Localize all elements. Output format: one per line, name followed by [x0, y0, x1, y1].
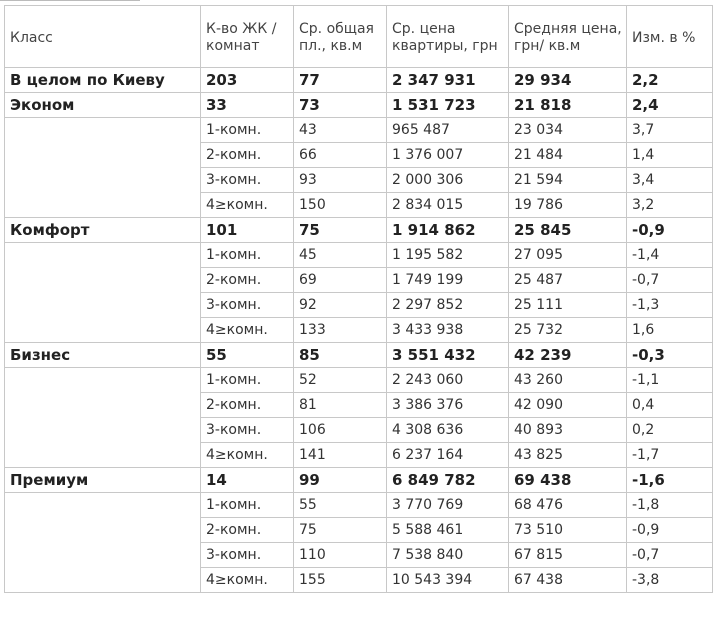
cell-change: -0,9: [627, 218, 713, 243]
cell-price: 965 487: [387, 118, 509, 143]
cell-price-sqm: 27 095: [509, 243, 627, 268]
cell-price: 3 386 376: [387, 393, 509, 418]
cell-count: 1-комн.: [201, 493, 294, 518]
cell-price: 1 376 007: [387, 143, 509, 168]
cell-area: 110: [294, 543, 387, 568]
cell-price: 6 237 164: [387, 443, 509, 468]
cell-change: 3,7: [627, 118, 713, 143]
group-row: [5, 468, 713, 493]
cell-price-sqm: 69 438: [509, 468, 627, 493]
cell-price: 7 538 840: [387, 543, 509, 568]
cell-change: 1,6: [627, 318, 713, 343]
cell-change: -1,3: [627, 293, 713, 318]
cell-price: 2 000 306: [387, 168, 509, 193]
cell-area: 66: [294, 143, 387, 168]
cell-price: 2 834 015: [387, 193, 509, 218]
group-row: [5, 68, 713, 93]
cell-change: 2,2: [627, 68, 713, 93]
group-row: [5, 343, 713, 368]
table-row: [5, 368, 713, 393]
cell-area: 45: [294, 243, 387, 268]
cell-count: 2-комн.: [201, 143, 294, 168]
cell-class-blank: [5, 368, 201, 468]
cell-change: -1,6: [627, 468, 713, 493]
cell-price: 6 849 782: [387, 468, 509, 493]
cell-count: 55: [201, 343, 294, 368]
cell-count: 3-комн.: [201, 418, 294, 443]
cell-price: 4 308 636: [387, 418, 509, 443]
cell-price-sqm: 21 818: [509, 93, 627, 118]
cell-change: -1,1: [627, 368, 713, 393]
cell-price-sqm: 42 090: [509, 393, 627, 418]
cell-price-sqm: 25 487: [509, 268, 627, 293]
cell-price-sqm: 25 111: [509, 293, 627, 318]
cell-area: 99: [294, 468, 387, 493]
cell-price-sqm: 42 239: [509, 343, 627, 368]
cell-price-sqm: 29 934: [509, 68, 627, 93]
cell-count: 4≥комн.: [201, 568, 294, 593]
cell-price: 2 243 060: [387, 368, 509, 393]
cell-change: -0,3: [627, 343, 713, 368]
cell-area: 73: [294, 93, 387, 118]
cell-area: 92: [294, 293, 387, 318]
cell-price: 10 543 394: [387, 568, 509, 593]
cell-price-sqm: 19 786: [509, 193, 627, 218]
cell-price-sqm: 43 260: [509, 368, 627, 393]
header-price-sqm: Средняя цена, грн/ кв.м: [509, 6, 627, 68]
price-table: [4, 5, 713, 593]
cell-change: -1,4: [627, 243, 713, 268]
cell-count: 2-комн.: [201, 393, 294, 418]
cell-price: 3 551 432: [387, 343, 509, 368]
cell-class-blank: [5, 493, 201, 593]
cell-price-sqm: 73 510: [509, 518, 627, 543]
cell-area: 133: [294, 318, 387, 343]
cell-count: 3-комн.: [201, 543, 294, 568]
cell-price-sqm: 40 893: [509, 418, 627, 443]
cell-count: 1-комн.: [201, 243, 294, 268]
cell-area: 81: [294, 393, 387, 418]
cell-count: 33: [201, 93, 294, 118]
cell-change: 1,4: [627, 143, 713, 168]
cell-area: 93: [294, 168, 387, 193]
cell-count: 4≥комн.: [201, 193, 294, 218]
cell-area: 141: [294, 443, 387, 468]
cell-area: 155: [294, 568, 387, 593]
cell-change: 0,4: [627, 393, 713, 418]
cell-price-sqm: 25 845: [509, 218, 627, 243]
table-row: [5, 243, 713, 268]
cell-price-sqm: 43 825: [509, 443, 627, 468]
cell-count: 4≥комн.: [201, 318, 294, 343]
cell-change: -1,8: [627, 493, 713, 518]
cell-change: 0,2: [627, 418, 713, 443]
cell-area: 150: [294, 193, 387, 218]
cell-change: 2,4: [627, 93, 713, 118]
cell-price-sqm: 21 484: [509, 143, 627, 168]
cell-area: 69: [294, 268, 387, 293]
cell-price: 2 347 931: [387, 68, 509, 93]
cell-count: 3-комн.: [201, 168, 294, 193]
table-body: [5, 6, 713, 593]
cell-class-blank: [5, 243, 201, 343]
cell-count: 2-комн.: [201, 518, 294, 543]
cell-area: 75: [294, 518, 387, 543]
cell-count: 4≥комн.: [201, 443, 294, 468]
cell-price-sqm: 21 594: [509, 168, 627, 193]
cell-price-sqm: 67 815: [509, 543, 627, 568]
group-row: [5, 93, 713, 118]
header-row: [5, 6, 713, 68]
cell-change: -0,7: [627, 268, 713, 293]
cell-class: Комфорт: [5, 218, 201, 243]
cell-price-sqm: 68 476: [509, 493, 627, 518]
cell-area: 55: [294, 493, 387, 518]
group-row: [5, 218, 713, 243]
cell-price-sqm: 67 438: [509, 568, 627, 593]
table-row: [5, 493, 713, 518]
cell-price: 1 749 199: [387, 268, 509, 293]
header-count: К-во ЖК / комнат: [201, 6, 294, 68]
cell-price-sqm: 23 034: [509, 118, 627, 143]
cell-count: 2-комн.: [201, 268, 294, 293]
cell-count: 14: [201, 468, 294, 493]
header-class: Класс: [5, 6, 201, 68]
cell-price: 2 297 852: [387, 293, 509, 318]
cell-area: 77: [294, 68, 387, 93]
table-row: [5, 118, 713, 143]
cell-price-sqm: 25 732: [509, 318, 627, 343]
cell-price: 1 195 582: [387, 243, 509, 268]
cell-change: -3,8: [627, 568, 713, 593]
cell-count: 1-комн.: [201, 368, 294, 393]
cell-change: 3,2: [627, 193, 713, 218]
cell-class: Премиум: [5, 468, 201, 493]
cell-class: Эконом: [5, 93, 201, 118]
cell-area: 75: [294, 218, 387, 243]
cell-area: 43: [294, 118, 387, 143]
cell-change: -0,9: [627, 518, 713, 543]
cell-change: -0,7: [627, 543, 713, 568]
cell-change: 3,4: [627, 168, 713, 193]
header-area: Ср. общая пл., кв.м: [294, 6, 387, 68]
cell-area: 52: [294, 368, 387, 393]
cell-area: 85: [294, 343, 387, 368]
cell-class: В целом по Киеву: [5, 68, 201, 93]
cell-price: 5 588 461: [387, 518, 509, 543]
cell-change: -1,7: [627, 443, 713, 468]
cell-count: 101: [201, 218, 294, 243]
cell-count: 3-комн.: [201, 293, 294, 318]
header-price: Ср. цена квартиры, грн: [387, 6, 509, 68]
cell-price: 1 914 862: [387, 218, 509, 243]
cell-class: Бизнес: [5, 343, 201, 368]
cell-price: 1 531 723: [387, 93, 509, 118]
cell-price: 3 770 769: [387, 493, 509, 518]
cell-area: 106: [294, 418, 387, 443]
cell-count: 203: [201, 68, 294, 93]
cell-count: 1-комн.: [201, 118, 294, 143]
cell-class-blank: [5, 118, 201, 218]
header-change: Изм. в %: [627, 6, 713, 68]
cell-price: 3 433 938: [387, 318, 509, 343]
